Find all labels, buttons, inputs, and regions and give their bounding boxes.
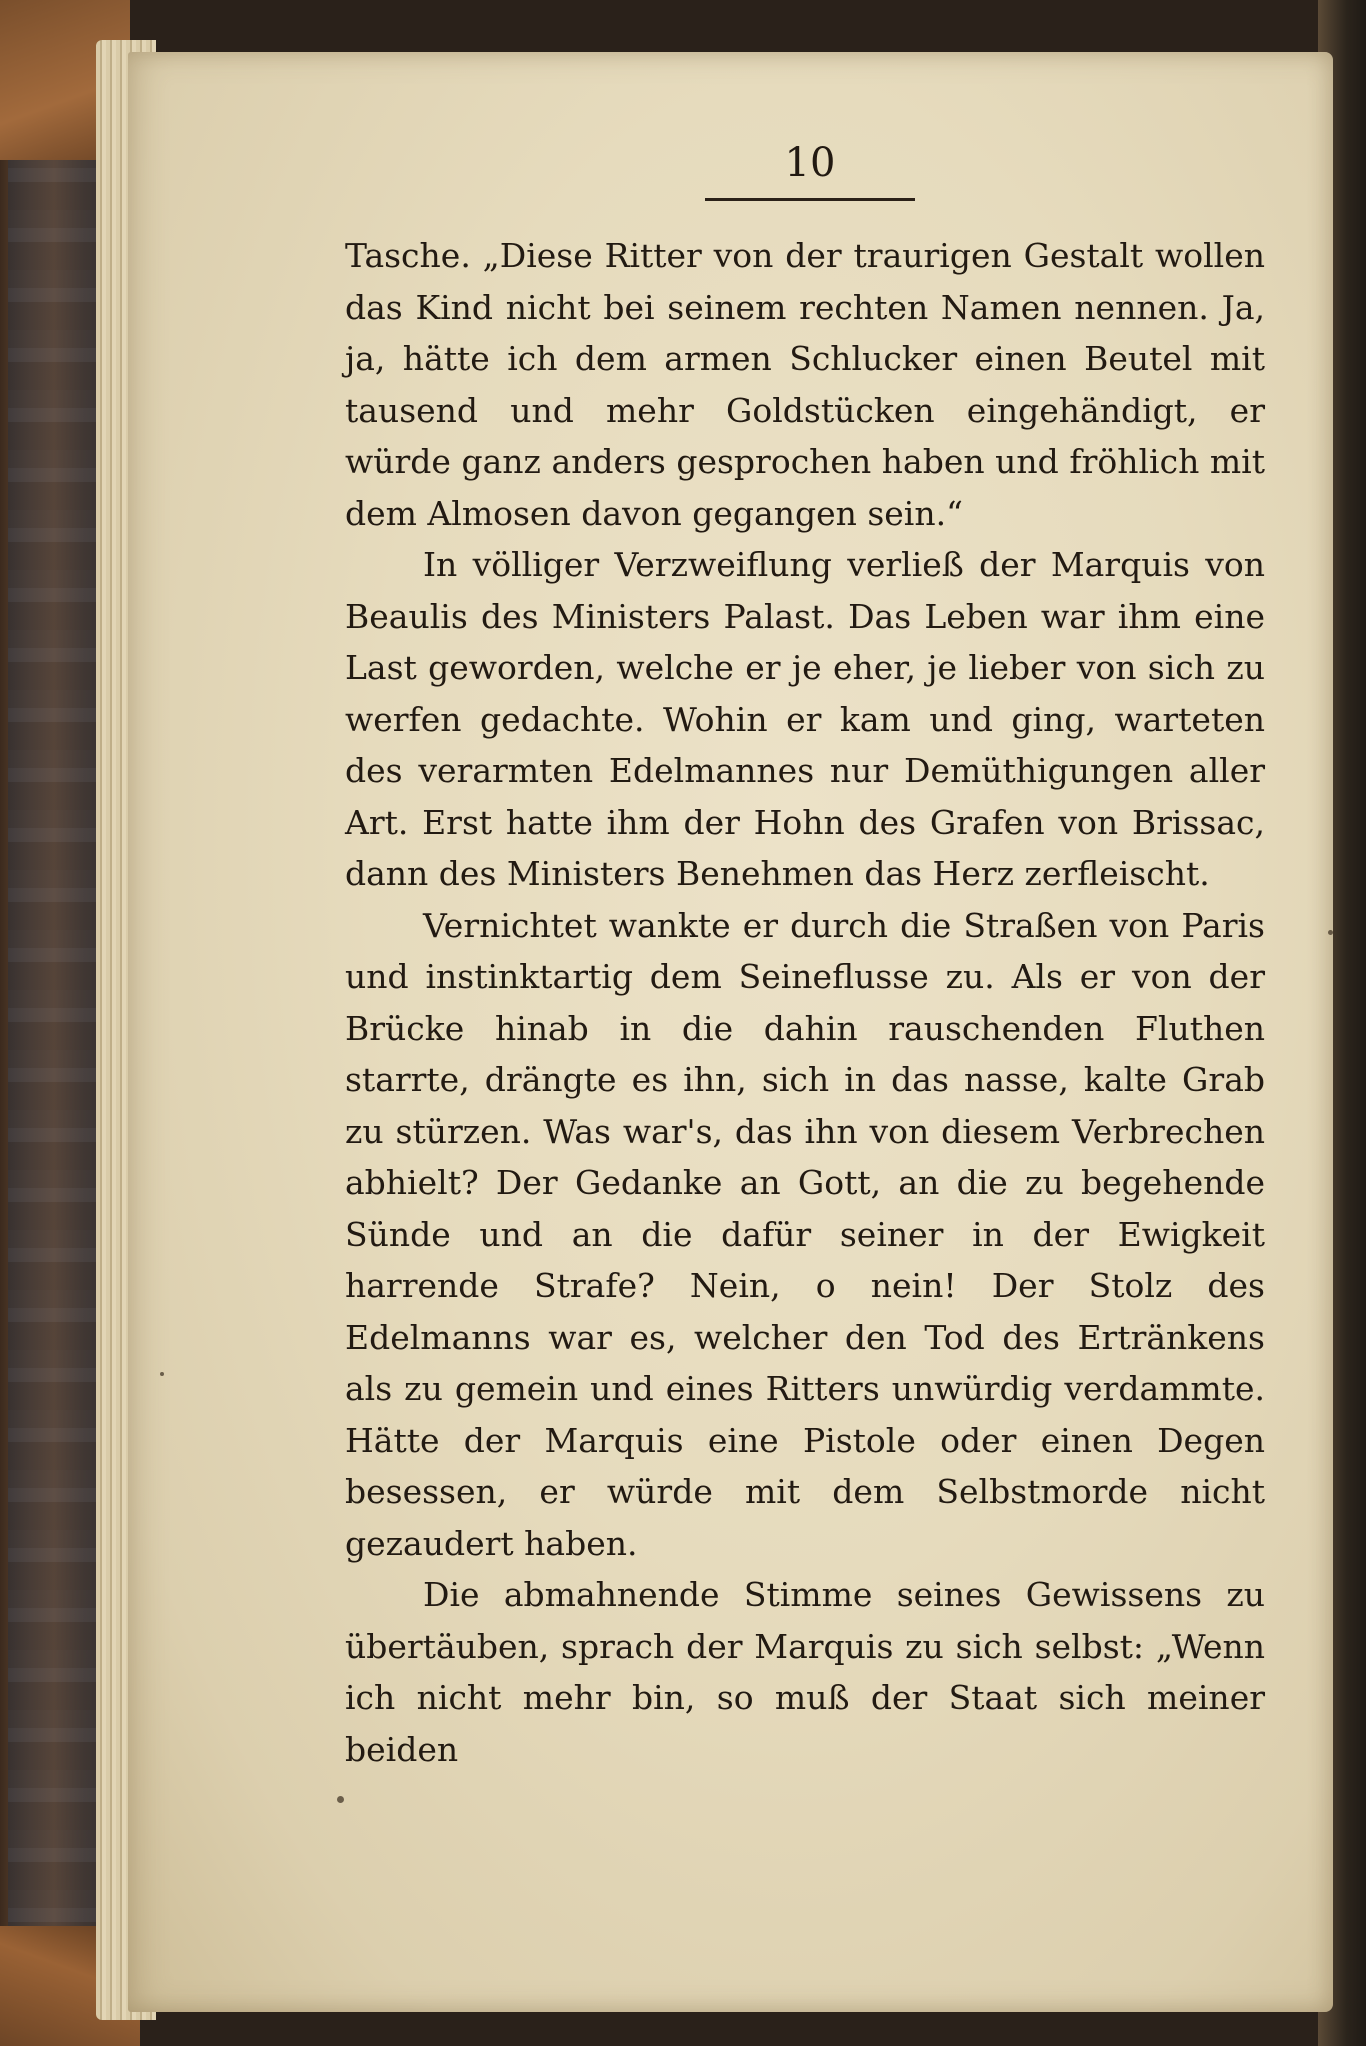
paragraph-3: Vernichtet wankte er durch die Straßen von Paris und instinktartig dem Seineflusse zu. Als er von der Brücke hinab in die dahin rauschenden Fluthen starrte, drängte es ihn, sich in das nasse, kalte Grab zu stürzen. Was war's, das ihn von diesem Verbrechen abhielt? Der Gedanke an Gott, an die zu begehende Sünde und an die dafür seiner in der Ewigkeit harrende Strafe? Nein, o nein! Der Stolz des Edelmanns war es, welcher den Tod des Ertränkens als zu gemein und eines Ritters unwürdig verdammte. Hätte der Marquis eine Pistole oder einen Degen besessen, er würde mit dem Selbstmorde nicht gezaudert haben. <box>345 905 1265 1563</box>
page-number-rule <box>705 198 915 201</box>
paragraph-1: Tasche. „Diese Ritter von der traurigen Gestalt wollen das Kind nicht bei seinem rechten Namen nennen. Ja, ja, hätte ich dem armen Schlucker einen Beutel mit tausend und mehr Goldstücken eingehändigt, er würde ganz anders gesprochen haben und fröhlich mit dem Almosen davon gegangen sein.“ <box>345 236 1265 533</box>
cover-cloth <box>8 150 98 1970</box>
page-number: 10 <box>784 140 836 186</box>
paragraph-4: Die abmahnende Stimme seines Gewissens zu übertäuben, sprach der Marquis zu sich selbst: „Wenn ich nicht mehr bin, so muß der Staat sich meiner beiden <box>345 1575 1265 1769</box>
body-text <box>345 230 1265 1775</box>
paper-speck <box>337 1796 344 1803</box>
paragraph-2: In völliger Verzweiflung verließ der Marquis von Beaulis des Ministers Palast. Das Leben war ihm eine Last geworden, welche er je eher, je lieber von sich zu werfen gedachte. Wohin er kam und ging, warteten des verarmten Edelmannes nur Demüthigungen aller Art. Erst hatte ihm der Hohn des Grafen von Brissac, dann des Ministers Benehmen das Herz zerfleischt. <box>345 545 1265 893</box>
paper-speck <box>160 1372 164 1376</box>
paper-speck <box>1328 930 1333 935</box>
